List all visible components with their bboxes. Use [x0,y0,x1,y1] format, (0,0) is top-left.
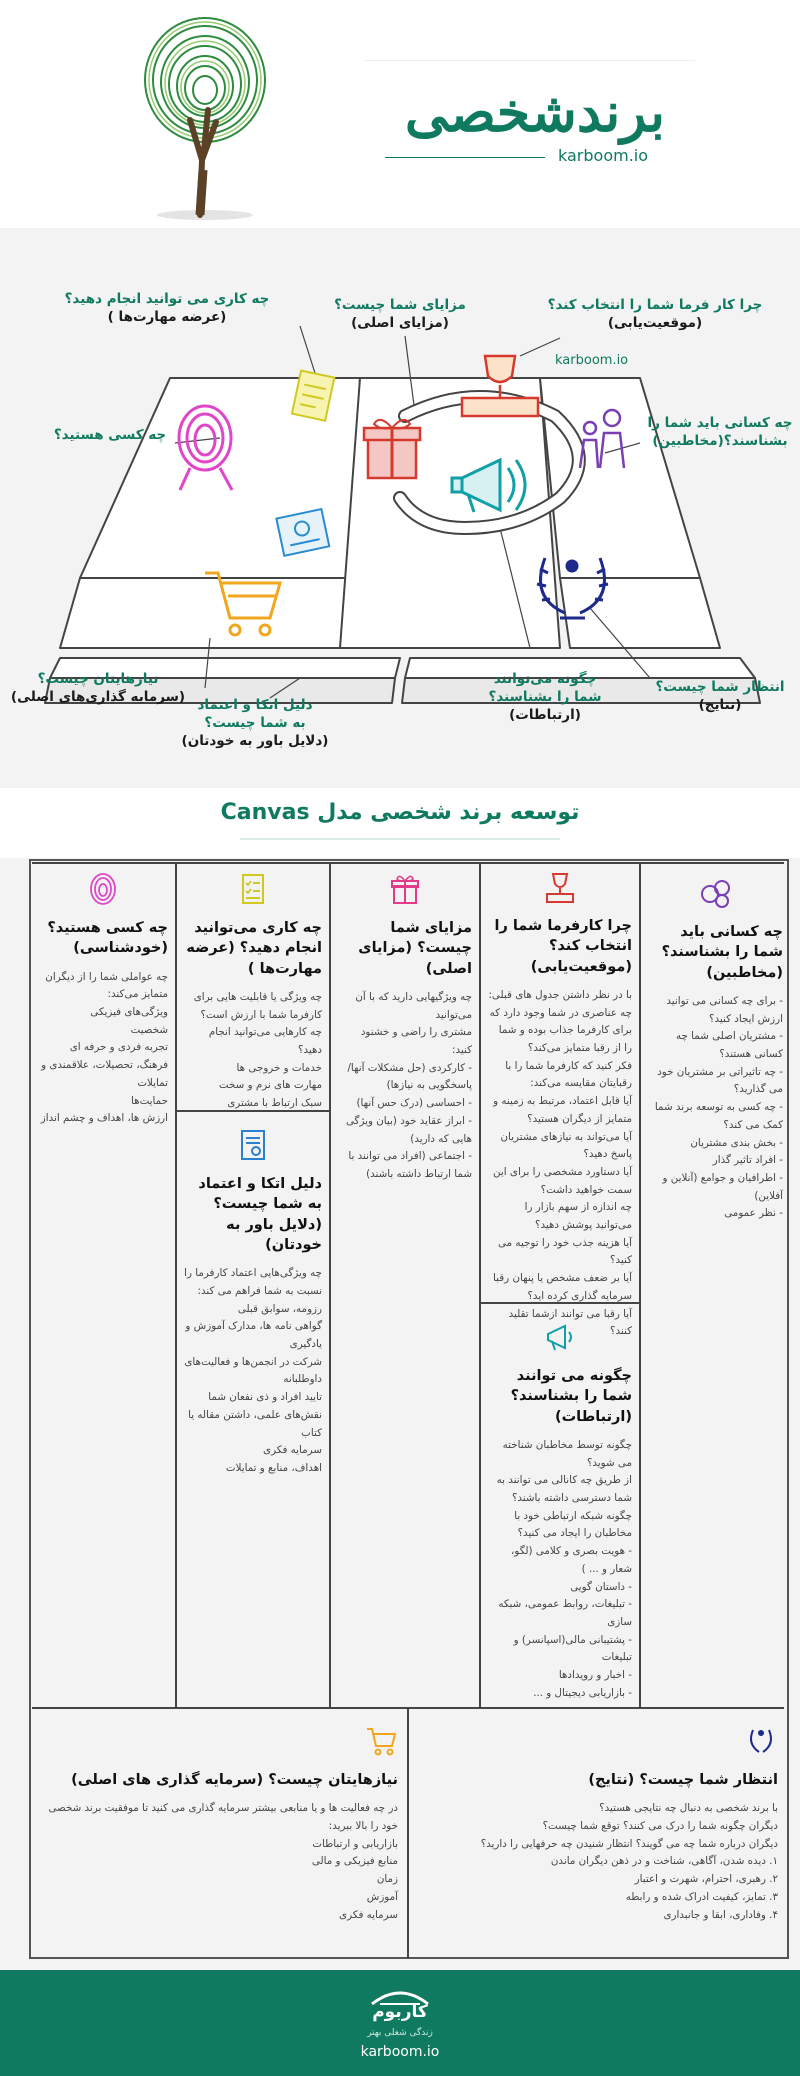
footer-brand-name: کاربوم [372,2002,428,2022]
list-item: در چه فعالیت ها و یا منابعی بیشتر سرمایه گذاری می کنید تا موفقیت برند شخصی خود را بالا ببرید: [48,1802,398,1832]
column-title: دلیل اتکا و اعتماد به شما چیست؟ (دلایل باور به خودتان) [198,1176,322,1253]
list-item: - کارکردی (حل مشکلات آنها/ پاسخگویی به نیازها) [347,1061,472,1092]
list-item: بازاریابی و ارتباطات [312,1837,398,1850]
list-item: نقش‌های علمی، داشتن مقاله یا کتاب [188,1408,322,1439]
label-audience: چه کسانی باید شما را بشناسند؟(مخاطبین) [647,415,793,450]
footer-tagline: زندگی شغلی بهتر [367,2028,433,2038]
label-trust: دلیل اتکا و اعتماد به شما چیست؟ (دلایل باور به خودتان) [181,697,329,750]
list-item: - اخبار و رویدادها [558,1669,632,1682]
list-item: رزومه، سوابق قبلی [237,1302,322,1315]
label-needs: نیازهایتان چیست؟ (سرمایه گذاری‌های اصلی) [10,671,186,706]
column-outcomes [416,1724,780,1924]
list-item: زمان [376,1873,398,1886]
list-item: تایید افراد و ذی نفعان شما [208,1391,322,1404]
list-item: - چه کسی به توسعه برند شما کمک می کند؟ [654,1101,783,1131]
list-item: ارزش ها، اهداف و چشم انداز [40,1112,168,1125]
column-skills [182,872,324,1113]
label-identity: چه کسی هستید؟ [53,427,167,443]
list-item: چه عواملی شما را از دیگران متمایز می‌کند: [45,970,168,1001]
list-item: اهداف، منابع و تمایلات [225,1461,322,1474]
column-title: مزایای شما چیست؟ (مزایای اصلی) [358,920,472,977]
page-footer [0,1970,800,2076]
list-item: با در نظر داشتن جدول های قبلی: [488,988,632,1001]
list-item: - هویت بصری و کلامی (لگو، شعار و ... ) [511,1545,632,1575]
list-item: آیا بر ضعف مشخص یا پنهان رقبا سرمایه گذاری کرده اید؟ [493,1272,632,1302]
list-item: - بخش بندی مشتریان [690,1136,783,1149]
list-item: - برای چه کسانی می توانید ارزش ایجاد کنید؟ [666,994,783,1025]
list-item: چه اندازه از سهم بازار را می‌توانید پوشش دهید؟ [524,1201,632,1232]
gift-icon [364,420,420,478]
label-value: مزایای شما چیست؟ (مزایای اصلی) [334,297,466,332]
page-header [0,0,800,228]
list-item: - داستان گویی [570,1580,632,1593]
list-item: آیا می‌تواند به نیازهای مشتریان پاسخ دهید؟ [500,1130,632,1161]
checklist-icon [236,872,270,906]
list-item: - بازاریابی دیجیتال و ... [533,1686,632,1699]
list-item: - پشتیبانی مالی(اسپانسر) و تبلیغات [513,1633,632,1664]
certificate-icon [236,1128,270,1162]
list-item: حمایت‌ها [131,1094,168,1107]
list-item: سرمایه فکری [263,1444,322,1457]
list-item: سبک ارتباط با مشتری [227,1097,322,1110]
laurel-icon [744,1724,778,1758]
column-channels [486,1320,634,1702]
trophy-icon [543,870,577,904]
megaphone-icon [543,1320,577,1354]
label-channels: چگونه می‌توانند شما را بشناسند؟ (ارتباطات) [488,671,602,724]
list-item: آیا رقبا می توانند ازشما تقلید کنند؟ [508,1307,632,1338]
list-item: شرکت در انجمن‌ها و فعالیت‌های داوطلبانه [184,1355,322,1386]
list-item: سرمایه فکری [339,1908,398,1921]
canvas-overview [0,228,800,788]
canvas-detail-grid [0,858,800,1970]
list-item: با برند شخصی به دنبال چه نتایجی هستید؟ [599,1802,778,1815]
fingerprint-tree-icon [130,10,280,222]
list-item: - ابراز عقاید خود (بیان ویژگی هایی که دارید) [345,1114,472,1145]
column-title: انتظار شما چیست؟ (نتایج) [588,1772,778,1788]
overview-domain: karboom.io [555,353,629,368]
people-icon [698,876,732,910]
list-item: دیگران درباره شما چه می گویند؟ انتظار شنیدن چه حرفهایی را دارید؟ [480,1837,778,1850]
header-domain: karboom.io [558,146,649,165]
list-item: - اجتماعی (افراد می توانند با شما ارتباط داشته باشند) [348,1150,472,1180]
list-item: مهارت های نرم و سخت [218,1079,322,1092]
list-item: تجربه فردی و حرفه ای [69,1041,168,1054]
list-item: گواهی نامه ها، مدارک آموزش و یادگیری [185,1320,322,1350]
list-item: - تبلیغات، روابط عمومی، شبکه سازی [498,1598,632,1628]
list-item: - افراد تاثیر گذار [712,1154,783,1167]
list-item: - احساسی (درک حس آنها) [356,1097,472,1110]
column-title: چه کسانی باید شما را بشناسند؟(مخاطبین) [661,924,783,981]
column-title: نیازهایتان چیست؟ (سرمایه گذاری های اصلی) [71,1772,398,1788]
list-item: آیا دستاورد مشخصی را برای این سمت خواهید داشت؟ [493,1165,632,1196]
list-item: - چه تاثیراتی بر مشتریان خود می گذارید؟ [657,1065,783,1096]
list-item: - نظر عمومی [724,1207,783,1220]
list-item: شخصیت [130,1023,168,1036]
column-title: چگونه می توانند شما را بشناسند؟ (ارتباطات) [510,1368,632,1425]
list-item: منابع فیزیکی و مالی [311,1855,398,1868]
column-trust [182,1128,324,1478]
title-underline [385,157,545,158]
list-item: آیا قابل اعتماد، مرتبط به زمینه و متمایز از دیگران هستید؟ [493,1095,632,1125]
list-item: چه کارهایی می‌توانید انجام دهید؟ [208,1026,322,1056]
list-item: دیگران چگونه شما را درک می کنند؟ توقع شما چیست؟ [542,1820,778,1832]
column-value [336,872,474,1184]
list-item: آموزش [366,1890,398,1903]
list-item: چگونه توسط مخاطبان شناخته می شوید؟ [502,1438,632,1469]
list-item: از طریق چه کانالی می توانند به شما دسترسی داشته باشند؟ [496,1474,632,1504]
column-audience [645,876,785,1223]
list-item: ۳. تمایز، کیفیت ادراک شده و رابطه [625,1890,778,1903]
list-item: چه ویژگی یا قابلیت هایی برای کارفرما شما با ارزش است؟ [193,990,322,1021]
shopping-cart-icon [364,1724,398,1758]
fingerprint-icon [86,872,120,906]
section-title-underline [240,838,560,840]
label-outcomes: انتظار شما چیست؟ (نتایج) [655,679,785,714]
label-skills: چه کاری می توانید انجام دهید؟ (عرضه مهارت‌ها ) [64,291,270,326]
list-item: ۱. دیده شدن، آگاهی، شناخت و در ذهن دیگران ماندن [550,1855,778,1868]
label-positioning: چرا کار فرما شما را انتخاب کند؟ (موقعیت‌یابی) [547,297,763,332]
certificate-icon [276,509,329,556]
list-item: چه عناصری در شما وجود دارد که برای کارفرما جذاب بوده و شما را از رقبا متمایز می‌کند؟ [489,1006,632,1054]
list-item: فرهنگ، تحصیلات، علاقمندی و تمایلات [41,1059,168,1089]
list-item: - مشتریان اصلی شما چه کسانی هستند؟ [675,1030,783,1060]
list-item: چه ویژگیهایی دارید که با آن می‌توانید [355,990,472,1021]
list-item: - اطرافیان و جوامع (آنلاین و آفلاین) [662,1171,783,1202]
column-title: چه کاری می‌توانید انجام دهید؟ (عرضه مهارت‌ها ) [186,920,322,977]
list-item: مشتری را راضی و خشنود کنید: [360,1026,472,1056]
column-needs [40,1724,400,1924]
list-item: فکر کنید که کارفرما شما را با رقبایتان مقایسه می‌کند: [505,1059,632,1090]
column-identity [36,872,170,1128]
list-item: ۴. وفاداری، ابقا و جانبداری [663,1908,778,1921]
page-title: برندشخصی [404,80,666,144]
column-positioning [486,870,634,1341]
list-item: آیا هزینه جذب خود را توجیه می کنید؟ [498,1236,632,1267]
decorative-line [365,60,695,61]
list-item: خدمات و خروجی ها [236,1061,322,1074]
list-item: چه ویژگی‌هایی اعتماد کارفرما را نسبت به شما فراهم می کند: [184,1267,322,1297]
column-title: چرا کارفرما شما را انتخاب کند؟(موقعیت‌یابی) [494,918,632,975]
list-item: ویژگی‌های فیزیکی [90,1006,168,1018]
list-item: ۲. رهبری، احترام، شهرت و اعتبار [634,1873,778,1886]
footer-domain[interactable]: karboom.io [360,2044,440,2060]
section-title: توسعه برند شخصی مدل Canvas [220,800,580,825]
list-item: چگونه شبکه ارتباطی خود با مخاطبان را ایجاد می کنید؟ [514,1509,632,1540]
column-title: چه کسی هستید؟ (خودشناسی) [47,920,168,957]
gift-icon [388,872,422,906]
